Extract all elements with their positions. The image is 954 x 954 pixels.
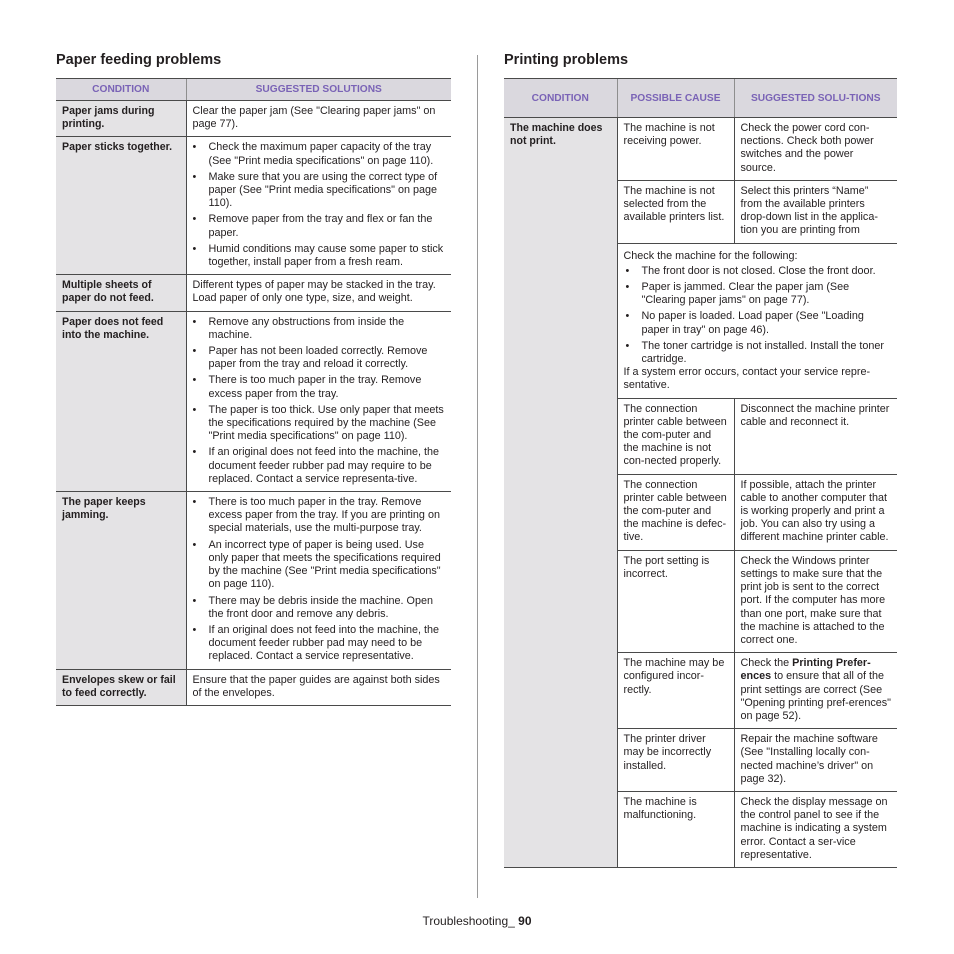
table-header-row [504,79,897,118]
checklist [624,265,892,366]
table-row [56,275,451,311]
printing-preferences-term: Printing Prefer-ences [740,657,871,683]
cause-cell: The machine may be configured incor-rectly. [617,653,734,729]
cause-cell: The port setting is incorrect. [617,550,734,652]
column-header-condition: CONDITION [504,79,617,118]
list-item: • There may be debris inside the machine. Open the front door and remove any debris. [193,595,446,621]
solution-cell [734,653,897,729]
left-section-title: Paper feeding problems [56,52,222,68]
paper-feeding-table [56,78,451,706]
condition-cell: The machine does not print. [504,118,617,868]
column-header-cause: POSSIBLE CAUSE [617,79,734,118]
solution-list [193,141,446,269]
condition-cell: Paper does not feed into the machine. [56,311,186,491]
solution-cell: Disconnect the machine printer cable and reconnect it. [734,398,897,474]
list-item: • The paper is too thick. Use only paper that meets the specifications required by the machine (See "Print media specifications" on page 110). [193,404,446,444]
cause-cell: The machine is malfunctioning. [617,791,734,867]
column-header-solutions: SUGGESTED SOLU-TIONS [734,79,897,118]
condition-cell: The paper keeps jamming. [56,492,186,669]
list-item: • An incorrect type of paper is being used. Use only paper that meets the specifications required by the machine (See "Print media specifications" on page 110). [193,539,446,592]
list-item: • If an original does not feed into the machine, the document feeder rubber pad may need to be replaced. Contact a service representative. [193,624,446,664]
cause-cell: The connection printer cable between the com-puter and the machine is not con-nected properly. [617,398,734,474]
list-item: • Paper has not been loaded correctly. Remove paper from the tray and reload it correctly. [193,345,446,371]
condition-cell: Paper sticks together. [56,137,186,275]
list-item: • There is too much paper in the tray. Remove excess paper from the tray. [193,374,446,400]
table-row [56,311,451,491]
checklist-cell [617,243,897,398]
cause-cell: The machine is not receiving power. [617,118,734,181]
list-item: • The front door is not closed. Close the front door. [626,265,892,278]
solution-cell: Check the power cord con-nections. Check both power switches and the power source. [734,118,897,181]
printing-problems-table [504,78,897,868]
cause-cell: The printer driver may be incorrectly installed. [617,729,734,792]
solution-cell: Check the display message on the control panel to see if the machine is indicating a system error. Contact a ser-vice representative. [734,791,897,867]
page-number: 90 [518,914,532,928]
table-row [56,101,451,137]
checklist-outro: If a system error occurs, contact your service repre-sentative. [623,366,871,392]
list-item: • Paper is jammed. Clear the paper jam (See "Clearing paper jams" on page 77). [626,281,892,307]
condition-cell: Paper jams during printing. [56,101,186,137]
solution-text: to ensure that all of the print settings are correct (See "Opening printing pref-erences" on page 52). [740,670,892,722]
column-divider [477,55,478,898]
list-item: • Remove any obstructions from inside the machine. [193,316,446,342]
solution-cell: If possible, attach the printer cable to another computer that is working properly and print a job. You can also try using a different machine printer cable. [734,474,897,550]
table-row [504,118,897,181]
table-row [56,669,451,705]
solution-cell [186,311,451,491]
column-header-solutions: SUGGESTED SOLUTIONS [186,79,451,101]
solution-cell: Different types of paper may be stacked in the tray. Load paper of only one type, size, and weight. [186,275,451,311]
list-item: • Make sure that you are using the correct type of paper (See "Print media specifications" on page 110). [193,171,446,211]
column-header-condition: CONDITION [56,79,186,101]
cause-cell: The connection printer cable between the com-puter and the machine is defec-tive. [617,474,734,550]
list-item: • There is too much paper in the tray. Remove excess paper from the tray. If you are printing on special materials, use the multi-purpose tray. [193,496,446,536]
list-item: • Humid conditions may cause some paper to stick together, install paper from a fresh ream. [193,243,446,269]
cause-cell: The machine is not selected from the available printers list. [617,180,734,243]
list-item: • The toner cartridge is not installed. Install the toner cartridge. [626,340,892,366]
list-item: • No paper is loaded. Load paper (See "Loading paper in tray" on page 46). [626,310,892,336]
page-footer [0,914,954,928]
solution-cell: Check the Windows printer settings to make sure that the print job is sent to the correct port. If the computer has more than one port, make sure that the machine is attached to the correct one. [734,550,897,652]
right-section-title: Printing problems [504,52,629,68]
condition-cell: Multiple sheets of paper do not feed. [56,275,186,311]
solution-cell: Ensure that the paper guides are against both sides of the envelopes. [186,669,451,705]
solution-cell: Clear the paper jam (See "Clearing paper jams" on page 77). [186,101,451,137]
checklist-intro: Check the machine for the following: [623,249,798,262]
list-item: • Remove paper from the tray and flex or fan the paper. [193,213,446,239]
list-item: • If an original does not feed into the machine, the document feeder rubber pad may require to be replaced. Contact a service representa-tive. [193,446,446,486]
table-header-row [56,79,451,101]
solution-cell [186,492,451,669]
footer-label: Troubleshooting_ [422,914,515,928]
list-item: • Check the maximum paper capacity of the tray (See "Print media specifications" on page 110). [193,141,446,167]
solution-list [193,316,446,486]
solution-cell [186,137,451,275]
table-row [56,137,451,275]
solution-cell: Select this printers “Name” from the available printers drop-down list in the applica-tion you are printing from [734,180,897,243]
solution-text: Check the [740,657,790,670]
table-row [56,492,451,669]
condition-cell: Envelopes skew or fail to feed correctly. [56,669,186,705]
solution-cell: Repair the machine software (See "Installing locally con-nected machine’s driver" on page 32). [734,729,897,792]
solution-list [193,496,446,663]
